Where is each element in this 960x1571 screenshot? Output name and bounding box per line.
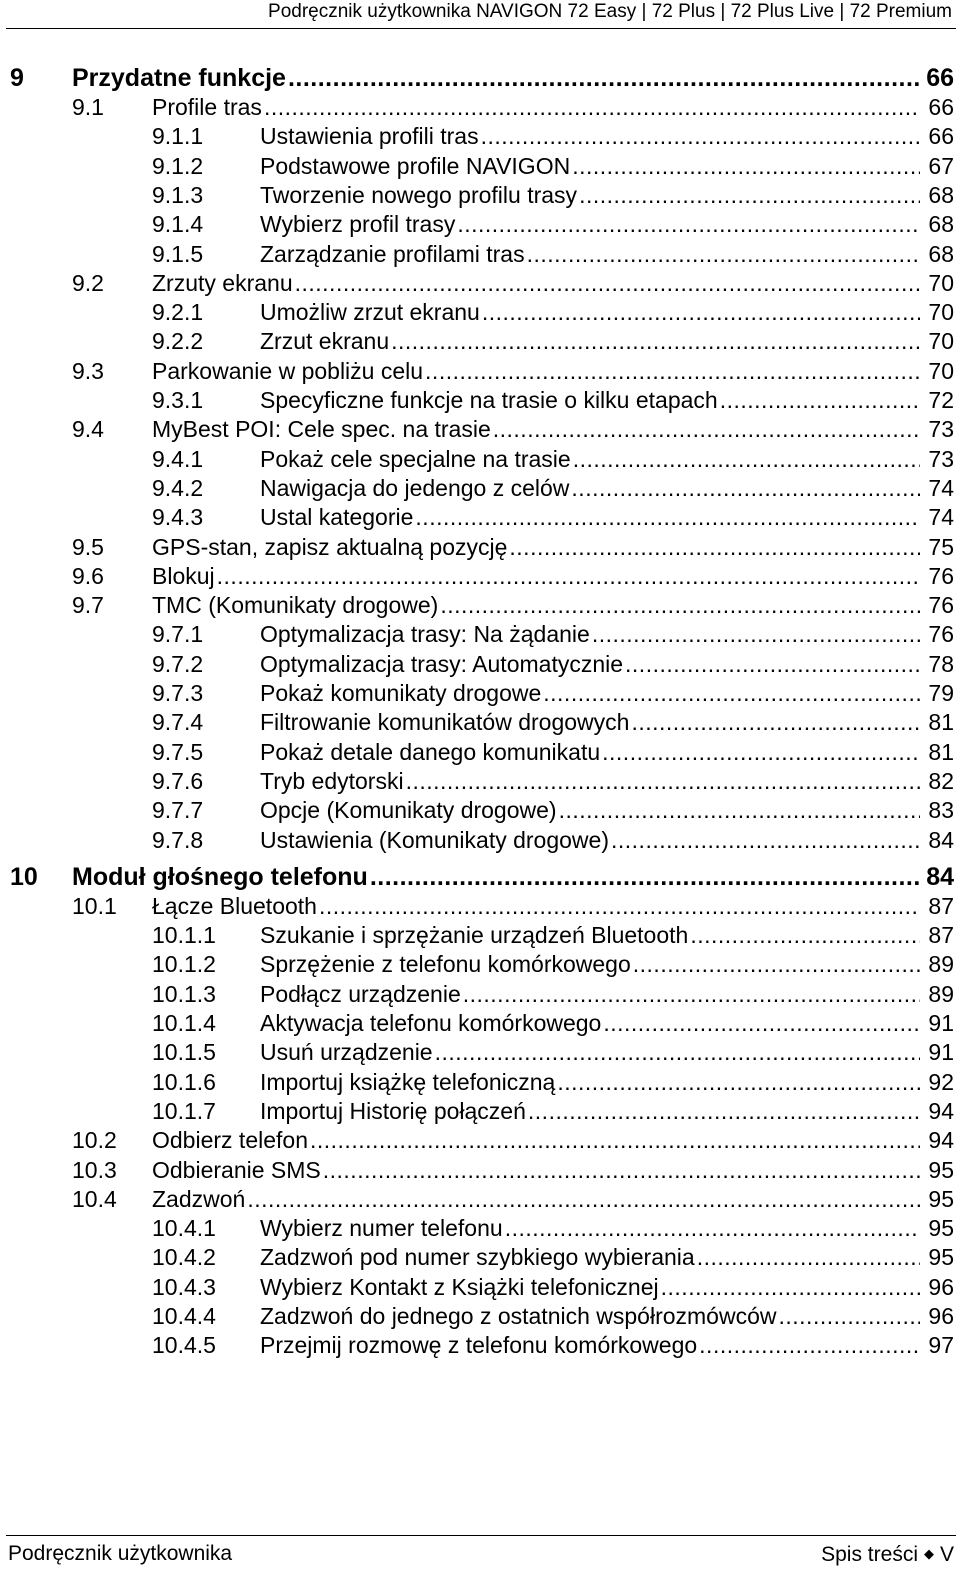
dot-leader xyxy=(389,327,920,356)
toc-entry-page: 67 xyxy=(928,152,954,179)
toc-entry-leader xyxy=(260,980,920,1009)
toc-entry-leader xyxy=(260,445,920,474)
toc-entry-number: 10.1.7 xyxy=(152,1097,216,1124)
toc-entry-number: 10.4.5 xyxy=(152,1332,216,1359)
toc-entry-page: 89 xyxy=(928,951,954,978)
toc-entry-title: Umożliw zrzut ekranu xyxy=(260,299,480,326)
toc-entry-page: 87 xyxy=(928,922,954,949)
toc-entry-title: Zarządzanie profilami tras xyxy=(260,240,525,267)
dot-leader xyxy=(601,1009,920,1038)
toc-entry[interactable] xyxy=(0,298,954,327)
toc-entry[interactable] xyxy=(0,269,954,298)
toc-entry-leader xyxy=(260,181,920,210)
toc-entry-title: Sprzężenie z telefonu komórkowego xyxy=(260,951,631,978)
toc-entry-leader xyxy=(152,1156,920,1185)
toc-entry-leader xyxy=(260,152,920,181)
dot-leader xyxy=(777,1302,921,1331)
dot-leader xyxy=(479,122,920,151)
toc-entry-title: Wybierz profil trasy xyxy=(260,211,456,238)
toc-entry-leader xyxy=(72,62,920,94)
toc-entry-number: 9.4.2 xyxy=(152,474,204,501)
toc-entry-page: 70 xyxy=(928,269,954,296)
toc-entry-page: 96 xyxy=(928,1273,954,1300)
toc-entry-title: Podstawowe profile NAVIGON xyxy=(260,152,571,179)
toc-entry-leader xyxy=(152,357,920,386)
toc-entry-number: 10.2 xyxy=(72,1127,117,1154)
dot-leader xyxy=(571,445,920,474)
toc-entry-page: 89 xyxy=(928,980,954,1007)
toc-entry-title: Zrzuty ekranu xyxy=(152,269,293,296)
toc-entry-leader xyxy=(260,1068,920,1097)
dot-leader xyxy=(413,503,920,532)
footer-document-title: Podręcznik użytkownika xyxy=(8,1542,233,1565)
toc-entry-leader xyxy=(260,796,920,825)
toc-entry-leader xyxy=(260,240,920,269)
toc-entry-title: Tworzenie nowego profilu trasy xyxy=(260,181,578,208)
toc-entry-leader xyxy=(260,921,920,950)
toc-entry-number: 9.7.3 xyxy=(152,680,204,706)
toc-entry-leader xyxy=(260,767,920,796)
toc-entry[interactable] xyxy=(0,1097,954,1126)
toc-entry-leader xyxy=(152,269,920,298)
header-title: Podręcznik użytkownika NAVIGON 72 Easy | 72 Plus | 72 Plus Live | 72 Premium xyxy=(268,1,952,22)
toc-entry-title: Pokaż cele specjalne na trasie xyxy=(260,445,571,472)
toc-entry-number: 10 xyxy=(10,862,38,891)
toc-entry-page: 95 xyxy=(928,1215,954,1242)
toc-entry-number: 10.1.5 xyxy=(152,1039,216,1066)
toc-entry-page: 94 xyxy=(928,1127,954,1154)
toc-entry-leader xyxy=(260,1273,920,1302)
toc-entry[interactable] xyxy=(0,474,954,503)
toc-entry-leader xyxy=(260,1302,920,1331)
dot-leader xyxy=(525,240,920,269)
dot-leader xyxy=(623,650,920,679)
toc-entry-title: Moduł głośnego telefonu xyxy=(72,862,368,891)
toc-entry-title: Filtrowanie komunikatów drogowych xyxy=(260,709,630,736)
toc-entry-page: 68 xyxy=(928,240,954,267)
toc-entry-title: Zrzut ekranu xyxy=(260,328,390,355)
toc-chapter-entry[interactable] xyxy=(0,62,954,94)
toc-entry-page: 68 xyxy=(928,211,954,238)
toc-entry-page: 94 xyxy=(928,1097,954,1124)
footer-rule xyxy=(6,1535,956,1536)
toc-entry-page: 66 xyxy=(928,123,954,150)
dot-leader xyxy=(541,679,920,708)
toc-entry-number: 9.2 xyxy=(72,269,104,296)
toc-entry-leader xyxy=(260,1331,920,1360)
toc-entry[interactable] xyxy=(0,767,954,796)
toc-entry[interactable] xyxy=(0,533,954,562)
dot-leader xyxy=(423,357,920,386)
toc-entry-leader xyxy=(152,415,920,444)
toc-entry-number: 9.5 xyxy=(72,533,104,560)
diamond-icon: ◆ xyxy=(923,1546,934,1561)
toc-entry-number: 10.1.3 xyxy=(152,980,216,1007)
toc-entry-page: 79 xyxy=(928,680,954,706)
toc-entry-leader xyxy=(260,298,920,327)
toc-entry[interactable] xyxy=(0,415,954,444)
toc-entry-number: 9.2.2 xyxy=(152,328,204,355)
toc-entry[interactable] xyxy=(0,1302,954,1331)
toc-entry-number: 9.7.7 xyxy=(152,797,204,824)
header-rule xyxy=(6,28,956,29)
toc-entry-page: 66 xyxy=(928,94,954,120)
toc-entry[interactable] xyxy=(0,327,954,356)
footer-section xyxy=(821,1540,954,1569)
toc-entry-number: 10.1.4 xyxy=(152,1010,216,1036)
toc-entry-number: 9.7.2 xyxy=(152,650,204,677)
dot-leader xyxy=(718,386,920,415)
toc-entry-number: 9.4.1 xyxy=(152,445,204,472)
dot-leader xyxy=(308,1126,920,1155)
toc-entry-title: Importuj książkę telefoniczną xyxy=(260,1068,556,1095)
toc-entry-page: 81 xyxy=(928,709,954,736)
toc-entry-leader xyxy=(152,533,920,562)
toc-entry-title: Blokuj xyxy=(152,562,215,589)
toc-entry-title: Zadzwoń pod numer szybkiego wybierania xyxy=(260,1244,695,1271)
toc-entry-page: 87 xyxy=(928,892,954,919)
dot-leader xyxy=(245,1185,920,1214)
toc-entry-leader xyxy=(152,892,920,921)
toc-entry-page: 83 xyxy=(928,797,954,824)
toc-entry-title: Parkowanie w pobliżu celu xyxy=(152,357,424,384)
toc-entry[interactable] xyxy=(0,122,954,151)
toc-entry-page: 76 xyxy=(928,621,954,648)
toc-entry[interactable] xyxy=(0,357,954,386)
dot-leader xyxy=(507,533,920,562)
dot-leader xyxy=(455,210,920,239)
toc-entry-title: GPS-stan, zapisz aktualną pozycję xyxy=(152,533,508,560)
toc-entry-title: Aktywacja telefonu komórkowego xyxy=(260,1010,602,1036)
toc-entry-number: 9.7.1 xyxy=(152,621,204,648)
toc-entry-number: 10.1.1 xyxy=(152,922,216,949)
dot-leader xyxy=(570,152,920,181)
dot-leader xyxy=(293,269,920,298)
toc-entry-page: 78 xyxy=(928,650,954,677)
toc-entry-number: 9.3.1 xyxy=(152,387,204,413)
dot-leader xyxy=(688,921,920,950)
toc-entry-page: 97 xyxy=(928,1332,954,1359)
dot-leader xyxy=(215,562,920,591)
toc-entry[interactable] xyxy=(0,240,954,269)
toc-entry-title: Łącze Bluetooth xyxy=(152,892,317,919)
toc-entry-page: 96 xyxy=(928,1303,954,1329)
toc-entry[interactable] xyxy=(0,210,954,239)
toc-entry-number: 9.7 xyxy=(72,592,104,619)
toc-entry-number: 9.4 xyxy=(72,416,104,443)
toc-entry-title: Wybierz numer telefonu xyxy=(260,1215,503,1242)
toc-entry-leader xyxy=(152,93,920,122)
dot-leader xyxy=(609,826,920,855)
toc-entry[interactable] xyxy=(0,650,954,679)
toc-entry-number: 10.1.2 xyxy=(152,951,216,978)
toc-entry-leader xyxy=(260,474,920,503)
toc-entry-page: 91 xyxy=(928,1010,954,1036)
toc-chapter-entry[interactable] xyxy=(0,861,954,893)
toc-entry[interactable] xyxy=(0,1068,954,1097)
toc-entry-leader xyxy=(260,503,920,532)
toc-entry-number: 9.1.3 xyxy=(152,181,204,208)
toc-entry-title: Pokaż komunikaty drogowe xyxy=(260,680,542,706)
toc-entry[interactable] xyxy=(0,921,954,950)
toc-entry-title: Usuń urządzenie xyxy=(260,1039,433,1066)
toc-entry-leader xyxy=(260,826,920,855)
toc-entry[interactable] xyxy=(0,1126,954,1155)
toc-entry-number: 9.7.6 xyxy=(152,767,204,794)
toc-entry-leader xyxy=(152,591,920,620)
toc-entry-title: Optymalizacja trasy: Automatycznie xyxy=(260,650,624,677)
toc-entry-title: Specyficzne funkcje na trasie o kilku etapach xyxy=(260,387,718,413)
toc-entry-leader xyxy=(260,679,920,708)
toc-entry-number: 10.3 xyxy=(72,1156,117,1183)
toc-entry-page: 82 xyxy=(928,767,954,794)
toc-entry-leader xyxy=(260,327,920,356)
toc-entry-page: 68 xyxy=(928,181,954,208)
toc-entry[interactable] xyxy=(0,892,954,921)
dot-leader xyxy=(317,892,920,921)
toc-entry[interactable] xyxy=(0,796,954,825)
toc-entry-leader xyxy=(260,738,920,767)
toc-entry-page: 95 xyxy=(928,1244,954,1271)
toc-entry-title: Ustal kategorie xyxy=(260,504,414,531)
toc-entry-title: Ustawienia (Komunikaty drogowe) xyxy=(260,826,609,853)
toc-entry-number: 9.7.4 xyxy=(152,709,204,736)
toc-entry[interactable] xyxy=(0,503,954,532)
toc-entry[interactable] xyxy=(0,1273,954,1302)
toc-entry[interactable] xyxy=(0,708,954,737)
toc-entry-title: Importuj Historię połączeń xyxy=(260,1097,526,1124)
toc-entry[interactable] xyxy=(0,1214,954,1243)
toc-entry-page: 73 xyxy=(928,416,954,443)
toc-entry-title: Nawigacja do jedengo z celów xyxy=(260,474,570,501)
toc-entry-title: Opcje (Komunikaty drogowe) xyxy=(260,797,557,824)
toc-entry-page: 74 xyxy=(928,504,954,531)
dot-leader xyxy=(321,1156,920,1185)
toc-entry-number: 10.4.3 xyxy=(152,1273,216,1300)
dot-leader xyxy=(438,591,920,620)
dot-leader xyxy=(491,415,920,444)
toc-entry-title: Wybierz Kontakt z Książki telefonicznej xyxy=(260,1273,659,1300)
toc-entry-title: Ustawienia profili tras xyxy=(260,123,479,150)
dot-leader xyxy=(555,1068,920,1097)
dot-leader xyxy=(404,767,920,796)
dot-leader xyxy=(600,738,920,767)
toc-entry-number: 10.4.4 xyxy=(152,1303,216,1329)
toc-entry[interactable] xyxy=(0,738,954,767)
toc-entry-title: Przejmij rozmowę z telefonu komórkowego xyxy=(260,1332,698,1359)
toc-entry-title: Odbierz telefon xyxy=(152,1127,308,1154)
dot-leader xyxy=(695,1243,920,1272)
dot-leader xyxy=(461,980,920,1009)
toc-entry[interactable] xyxy=(0,1009,954,1038)
toc-entry[interactable] xyxy=(0,1038,954,1067)
toc-entry-number: 9.2.1 xyxy=(152,299,204,326)
toc-entry-number: 9.1 xyxy=(72,94,104,120)
toc-entry-leader xyxy=(260,1038,920,1067)
toc-entry-leader xyxy=(260,1243,920,1272)
toc-entry-page: 84 xyxy=(928,826,954,853)
toc-entry[interactable] xyxy=(0,679,954,708)
toc-entry[interactable] xyxy=(0,152,954,181)
toc-entry-title: Podłącz urządzenie xyxy=(260,980,461,1007)
toc-entry-page: 76 xyxy=(928,562,954,589)
toc-entry-leader xyxy=(152,1126,920,1155)
toc-entry-leader xyxy=(260,1097,920,1126)
toc-entry[interactable] xyxy=(0,1331,954,1360)
dot-leader xyxy=(629,708,920,737)
toc-entry-page: 72 xyxy=(928,387,954,413)
toc-entry-title: Profile tras xyxy=(152,94,262,120)
dot-leader xyxy=(631,950,920,979)
dot-leader xyxy=(526,1097,920,1126)
dot-leader xyxy=(697,1331,920,1360)
toc-entry-number: 10.1.6 xyxy=(152,1068,216,1095)
toc-entry-title: MyBest POI: Cele spec. na trasie xyxy=(152,416,491,443)
toc-entry-leader xyxy=(152,562,920,591)
dot-leader xyxy=(659,1273,920,1302)
toc-entry-number: 9.4.3 xyxy=(152,504,204,531)
toc-entry-page: 95 xyxy=(928,1185,954,1212)
toc-entry-leader xyxy=(260,210,920,239)
toc-entry[interactable] xyxy=(0,950,954,979)
toc-entry-page: 91 xyxy=(928,1039,954,1066)
toc-entry[interactable] xyxy=(0,562,954,591)
toc-entry-leader xyxy=(152,1185,920,1214)
toc-entry-title: TMC (Komunikaty drogowe) xyxy=(152,592,439,619)
toc-entry-page: 95 xyxy=(928,1156,954,1183)
dot-leader xyxy=(433,1038,920,1067)
page-header xyxy=(0,0,956,30)
toc-entry-leader xyxy=(260,1009,920,1038)
toc-entry-leader xyxy=(260,708,920,737)
toc-entry[interactable] xyxy=(0,826,954,855)
toc-entry-page: 84 xyxy=(926,862,954,891)
toc-entry-number: 10.1 xyxy=(72,892,117,919)
toc-entry-number: 9.6 xyxy=(72,562,104,589)
toc-entry[interactable] xyxy=(0,445,954,474)
toc-entry-title: Przydatne funkcje xyxy=(72,64,286,92)
toc-entry-leader xyxy=(260,1214,920,1243)
toc-entry-page: 73 xyxy=(928,445,954,472)
toc-entry-leader xyxy=(72,861,920,893)
toc-entry-page: 74 xyxy=(928,474,954,501)
dot-leader xyxy=(368,861,920,893)
toc-entry-page: 70 xyxy=(928,328,954,355)
toc-entry-leader xyxy=(260,122,920,151)
toc-entry-title: Pokaż detale danego komunikatu xyxy=(260,738,601,765)
toc-entry-title: Odbieranie SMS xyxy=(152,1156,321,1183)
toc-entry-title: Zadzwoń xyxy=(152,1185,246,1212)
toc-entry[interactable] xyxy=(0,1156,954,1185)
toc-entry-number: 9.3 xyxy=(72,357,104,384)
toc-entry-number: 9.7.5 xyxy=(152,738,204,765)
toc-entry-page: 66 xyxy=(926,64,954,92)
toc-entry[interactable] xyxy=(0,980,954,1009)
toc-entry-title: Zadzwoń do jednego z ostatnich współrozmówców xyxy=(260,1303,777,1329)
toc-entry-number: 10.4.2 xyxy=(152,1244,216,1271)
toc-entry-page: 70 xyxy=(928,357,954,384)
toc-entry[interactable] xyxy=(0,591,954,620)
toc-entry-page: 75 xyxy=(928,533,954,560)
toc-entry-number: 10.4.1 xyxy=(152,1215,216,1242)
toc-entry[interactable] xyxy=(0,1243,954,1272)
dot-leader xyxy=(569,474,920,503)
toc-entry-title: Szukanie i sprzężanie urządzeń Bluetooth xyxy=(260,922,689,949)
dot-leader xyxy=(286,62,920,94)
toc-entry[interactable] xyxy=(0,181,954,210)
toc-entry[interactable] xyxy=(0,93,954,122)
toc-entry-number: 9.1.5 xyxy=(152,240,204,267)
toc-entry-page: 92 xyxy=(928,1068,954,1095)
toc-entry[interactable] xyxy=(0,620,954,649)
dot-leader xyxy=(590,620,920,649)
toc-entry-page: 81 xyxy=(928,738,954,765)
toc-entry-leader xyxy=(260,386,920,415)
toc-entry[interactable] xyxy=(0,386,954,415)
toc-entry-page: 76 xyxy=(928,592,954,619)
toc-entry-title: Optymalizacja trasy: Na żądanie xyxy=(260,621,590,648)
toc-entry-leader xyxy=(260,650,920,679)
toc-entry-number: 10.4 xyxy=(72,1185,117,1212)
toc-entry[interactable] xyxy=(0,1185,954,1214)
toc-entry-number: 9.1.4 xyxy=(152,211,204,238)
toc-entry-number: 9.1.1 xyxy=(152,123,204,150)
toc-entry-number: 9 xyxy=(10,64,24,92)
dot-leader xyxy=(557,796,920,825)
footer-page-numeral: V xyxy=(939,1543,954,1566)
dot-leader xyxy=(577,181,920,210)
toc-entry-leader xyxy=(260,950,920,979)
toc-entry-number: 9.7.8 xyxy=(152,826,204,853)
toc-entry-page: 70 xyxy=(928,299,954,326)
footer-section-label: Spis treści xyxy=(821,1543,918,1566)
dot-leader xyxy=(262,93,920,122)
toc-entry-title: Tryb edytorski xyxy=(260,767,404,794)
toc-entry-leader xyxy=(260,620,920,649)
toc-entry-number: 9.1.2 xyxy=(152,152,204,179)
dot-leader xyxy=(480,298,920,327)
dot-leader xyxy=(503,1214,920,1243)
